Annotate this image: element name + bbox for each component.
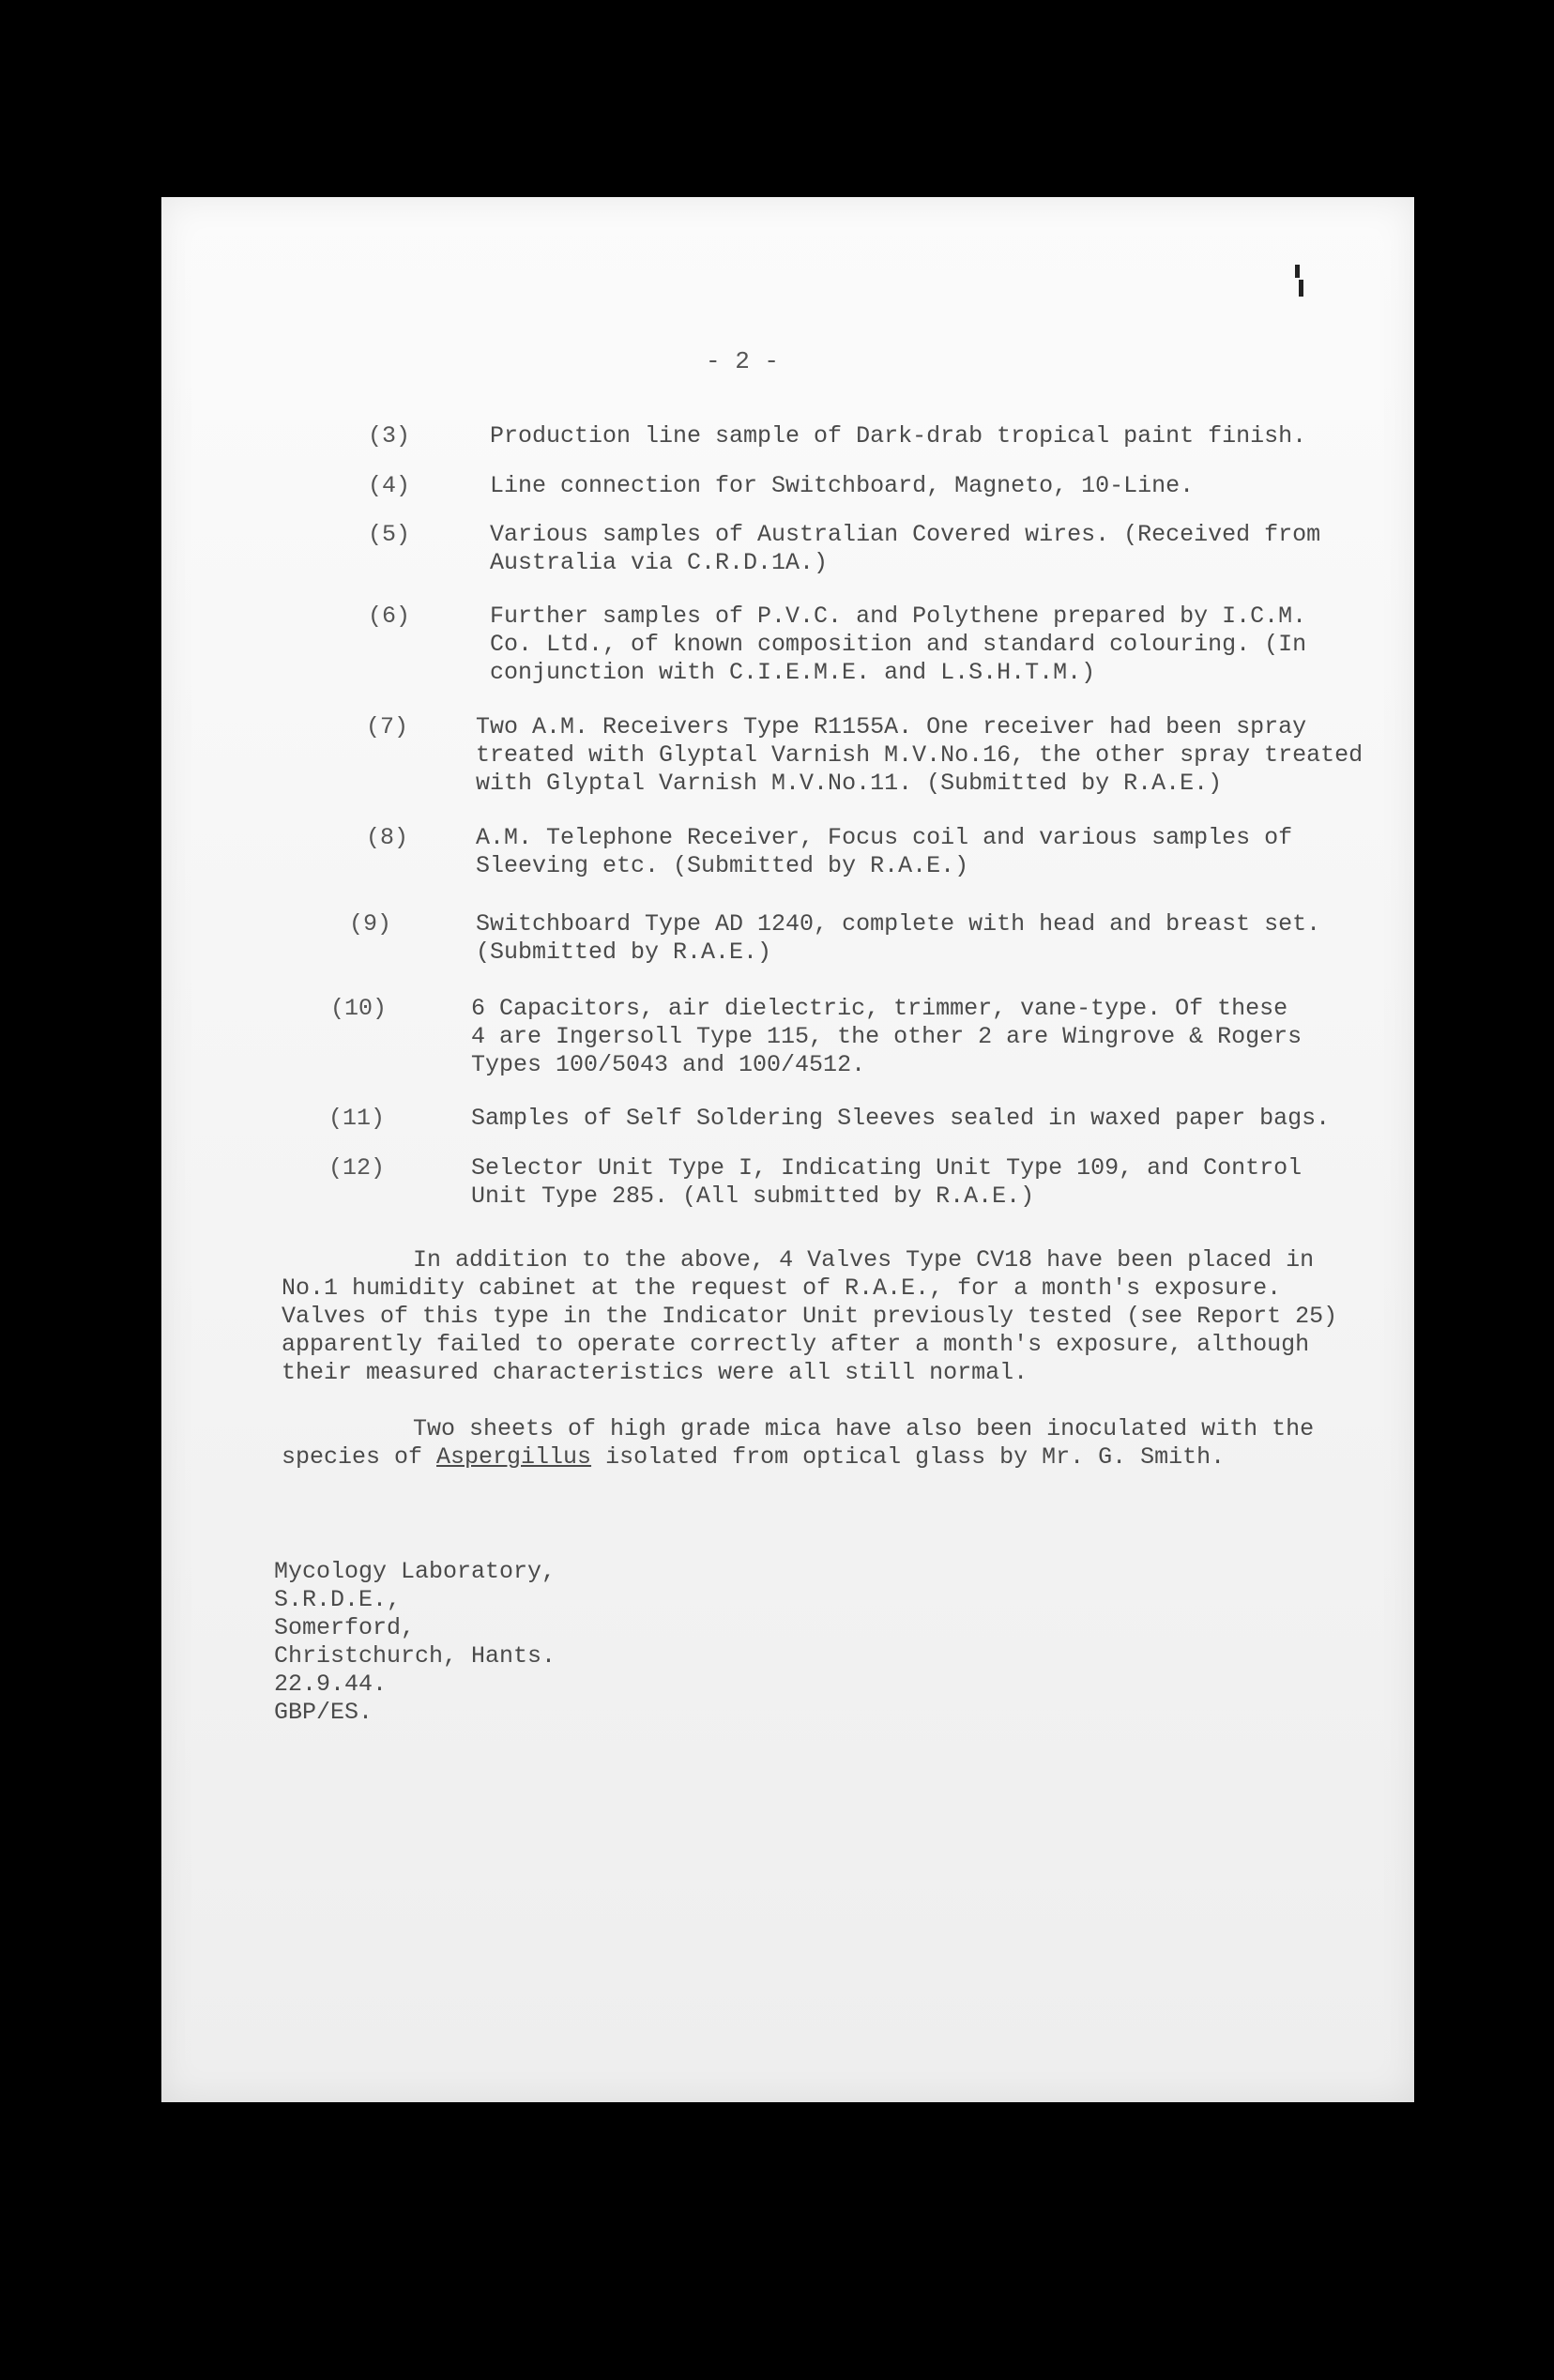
item-number: (9) xyxy=(349,910,392,938)
species-name: Aspergillus xyxy=(436,1443,592,1471)
item-number: (5) xyxy=(368,521,411,548)
item-line: Selector Unit Type I, Indicating Unit Type 109, and Control xyxy=(471,1154,1303,1182)
item-line: A.M. Telephone Receiver, Focus coil and various samples of xyxy=(476,824,1293,851)
paragraph-line: In addition to the above, 4 Valves Type CV18 have been placed in xyxy=(413,1246,1315,1274)
item-line: Line connection for Switchboard, Magneto, 10-Line. xyxy=(490,472,1195,499)
address-line: Christchurch, Hants. xyxy=(274,1642,556,1670)
item-number: (6) xyxy=(368,603,411,630)
item-number: (8) xyxy=(366,824,409,851)
item-line: conjunction with C.I.E.M.E. and L.S.H.T.M.) xyxy=(490,659,1096,686)
item-number: (10) xyxy=(330,995,388,1022)
paragraph-line: Two sheets of high grade mica have also been inoculated with the xyxy=(413,1415,1315,1442)
paragraph-line: Valves of this type in the Indicator Unit previously tested (see Report 25) xyxy=(282,1303,1338,1330)
address-line: Somerford, xyxy=(274,1614,416,1641)
paragraph-line: their measured characteristics were all still normal. xyxy=(282,1359,1028,1386)
item-line: Sleeving etc. (Submitted by R.A.E.) xyxy=(476,852,969,879)
paragraph-line xyxy=(282,1443,1225,1472)
item-number: (3) xyxy=(368,422,411,450)
item-line: 6 Capacitors, air dielectric, trimmer, vane-type. Of these xyxy=(471,995,1288,1022)
paragraph-line: No.1 humidity cabinet at the request of R.A.E., for a month's exposure. xyxy=(282,1274,1282,1302)
item-line: 4 are Ingersoll Type 115, the other 2 are Wingrove & Rogers xyxy=(471,1023,1303,1050)
item-line: Australia via C.R.D.1A.) xyxy=(490,549,829,576)
item-line: Switchboard Type AD 1240, complete with head and breast set. xyxy=(476,910,1321,938)
item-line: Unit Type 285. (All submitted by R.A.E.) xyxy=(471,1182,1035,1210)
document-page xyxy=(161,197,1414,2102)
ink-mark xyxy=(1299,280,1303,297)
address-line: GBP/ES. xyxy=(274,1699,373,1726)
item-number: (7) xyxy=(366,713,409,740)
item-line: (Submitted by R.A.E.) xyxy=(476,938,772,966)
item-number: (11) xyxy=(328,1105,386,1132)
item-line: Various samples of Australian Covered wires. (Received from xyxy=(490,521,1321,548)
item-line: treated with Glyptal Varnish M.V.No.16, the other spray treated xyxy=(476,741,1364,769)
item-line: Co. Ltd., of known composition and standard colouring. (In xyxy=(490,631,1307,658)
item-line: Types 100/5043 and 100/4512. xyxy=(471,1051,866,1078)
paragraph-line: apparently failed to operate correctly after a month's exposure, although xyxy=(282,1331,1310,1358)
page-number: - 2 - xyxy=(706,347,780,375)
text-segment: isolated from optical glass by Mr. G. Smith. xyxy=(591,1443,1226,1471)
item-line: with Glyptal Varnish M.V.No.11. (Submitted by R.A.E.) xyxy=(476,770,1223,797)
address-line: 22.9.44. xyxy=(274,1671,388,1698)
text-segment: species of xyxy=(282,1443,437,1471)
item-number: (4) xyxy=(368,472,411,499)
item-line: Two A.M. Receivers Type R1155A. One receiver had been spray xyxy=(476,713,1307,740)
item-line: Samples of Self Soldering Sleeves sealed in waxed paper bags. xyxy=(471,1105,1331,1132)
address-line: S.R.D.E., xyxy=(274,1586,402,1613)
item-line: Production line sample of Dark-drab tropical paint finish. xyxy=(490,422,1307,450)
ink-mark xyxy=(1295,265,1300,278)
item-number: (12) xyxy=(328,1154,386,1182)
item-line: Further samples of P.V.C. and Polythene prepared by I.C.M. xyxy=(490,603,1307,630)
address-line: Mycology Laboratory, xyxy=(274,1558,556,1585)
